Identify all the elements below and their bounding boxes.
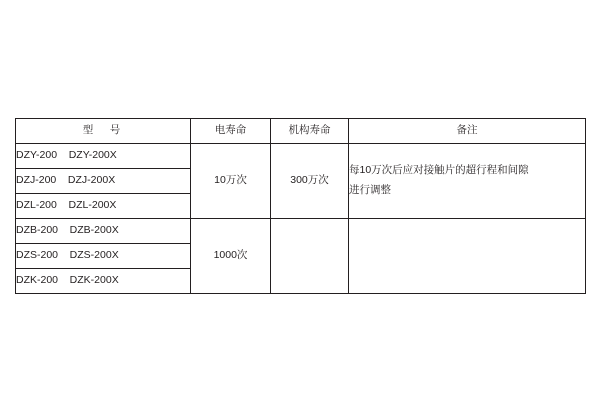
header-mechanical-life: 机构寿命	[271, 119, 349, 144]
cell-model: DZY-200 DZY-200X	[16, 144, 191, 169]
cell-electrical-life-group1: 10万次	[191, 144, 271, 219]
cell-model: DZS-200 DZS-200X	[16, 244, 191, 269]
header-model: 型 号	[16, 119, 191, 144]
cell-model: DZK-200 DZK-200X	[16, 269, 191, 294]
cell-mechanical-life-group1: 300万次	[271, 144, 349, 219]
table-row	[16, 144, 586, 169]
cell-electrical-life-group2: 1000次	[191, 219, 271, 294]
table-header-row	[16, 119, 586, 144]
cell-model: DZL-200 DZL-200X	[16, 194, 191, 219]
table-row	[16, 219, 586, 244]
cell-remark-group1	[349, 144, 586, 219]
cell-remark-group2	[349, 219, 586, 294]
cell-mechanical-life-group2	[271, 219, 349, 294]
cell-model: DZB-200 DZB-200X	[16, 219, 191, 244]
cell-model: DZJ-200 DZJ-200X	[16, 169, 191, 194]
header-electrical-life: 电寿命	[191, 119, 271, 144]
remark-line-2: 进行调整	[349, 184, 391, 196]
specification-table	[15, 118, 586, 294]
remark-line-1: 每10万次后应对接触片的超行程和间隙	[349, 164, 529, 177]
header-remark: 备注	[349, 119, 586, 144]
